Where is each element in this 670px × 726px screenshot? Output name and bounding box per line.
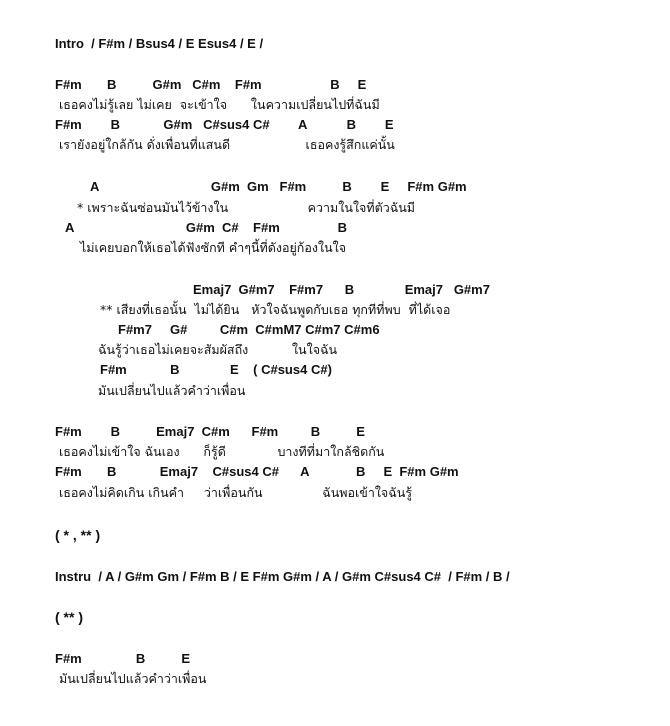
chorus1-chord-line-1: A G#m Gm F#m B E F#m G#m — [90, 179, 467, 194]
intro-line: Intro / F#m / Bsus4 / E Esus4 / E / — [55, 36, 264, 51]
repeat-marker-2: ( ** ) — [55, 609, 83, 625]
verse1-chord-line-1: F#m B G#m C#m F#m B E — [55, 77, 367, 92]
chorus2-chord-line-1: Emaj7 G#m7 F#m7 B Emaj7 G#m7 — [193, 282, 490, 297]
verse1-chord-line-2: F#m B G#m C#sus4 C# A B E — [55, 117, 394, 132]
chorus2-lyric-line-1: ** เสียงที่เธอนั้น ไม่ได้ยิน หัวใจฉันพูดกับเธอ ทุกทีที่พบ ที่ได้เจอ — [100, 302, 451, 317]
verse2-lyric-line-1: เธอคงไม่เข้าใจ ฉันเอง ก็รู้ดี บางทีที่มาใกล้ชิดกัน — [59, 444, 385, 459]
chorus1-lyric-line-1: * เพราะฉันซ่อนมันไว้ข้างใน ความในใจที่ตัวฉันมี — [77, 200, 416, 215]
verse2-chord-line-1: F#m B Emaj7 C#m F#m B E — [55, 424, 365, 439]
chorus2-chord-line-2: F#m7 G# C#m C#mM7 C#m7 C#m6 — [118, 322, 380, 337]
verse2-lyric-line-2: เธอคงไม่คิดเกิน เกินคำ ว่าเพื่อนกัน ฉันพอเข้าใจฉันรู้ — [59, 485, 413, 500]
repeat-marker-1: ( * , ** ) — [55, 527, 101, 543]
chorus2-lyric-line-3: มันเปลี่ยนไปแล้วคำว่าเพื่อน — [98, 383, 246, 398]
chorus2-chord-line-3: F#m B E ( C#sus4 C#) — [100, 362, 332, 377]
chorus1-chord-line-2: A G#m C# F#m B — [65, 220, 347, 235]
instrumental-line: Instru / A / G#m Gm / F#m B / E F#m G#m / A / G#m C#sus4 C# / F#m / B / — [55, 569, 510, 584]
outro-chord-line: F#m B E — [55, 651, 191, 666]
verse1-lyric-line-1: เธอคงไม่รู้เลย ไม่เคย จะเข้าใจ ในความเปลี่ยนไปที่ฉันมี — [59, 97, 380, 112]
chorus2-lyric-line-2: ฉันรู้ว่าเธอไม่เคยจะสัมผัสถึง ในใจฉัน — [98, 342, 338, 357]
verse2-chord-line-2: F#m B Emaj7 C#sus4 C# A B E F#m G#m — [55, 464, 459, 479]
outro-lyric-line: มันเปลี่ยนไปแล้วคำว่าเพื่อน — [59, 671, 207, 686]
verse1-lyric-line-2: เรายังอยู่ใกล้กัน ดั่งเพื่อนที่แสนดี เธอคงรู้สึกแค่นั้น — [59, 137, 395, 152]
chorus1-lyric-line-2: ไม่เคยบอกให้เธอได้ฟังซักที คำๆนี้ที่ดังอยู่ก้องในใจ — [80, 240, 347, 255]
